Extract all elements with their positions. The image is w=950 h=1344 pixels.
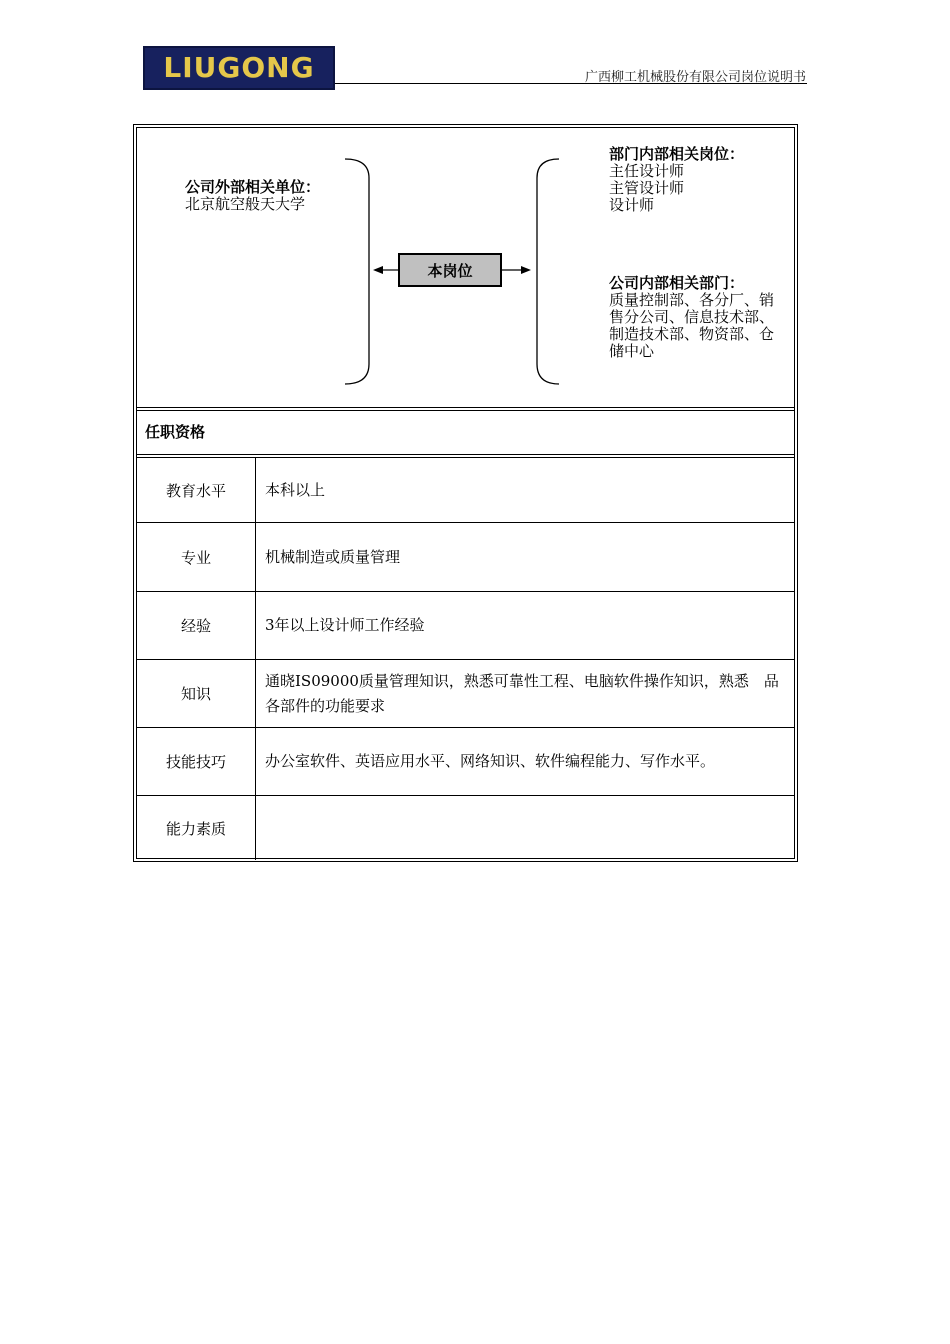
company-department-line: 售分公司、信息技术部、 (609, 308, 775, 326)
row-value: 本科以上 (265, 480, 326, 499)
qualifications-title: 任职资格 (145, 423, 206, 441)
external-units (185, 179, 320, 213)
external-unit-item: 北京航空般天大学 (185, 195, 306, 213)
row-label: 经验 (180, 617, 211, 635)
table-row (137, 728, 794, 795)
left-arrow-head (373, 266, 383, 274)
company-departments (609, 275, 785, 360)
company-department-line: 储中心 (609, 342, 655, 360)
table-inner-border (136, 127, 795, 859)
table-row (137, 458, 794, 522)
company-departments-label: 公司内部相关部门： (609, 274, 745, 292)
relationship-diagram (137, 128, 794, 407)
external-units-label: 公司外部相关单位： (185, 178, 321, 196)
this-post-label: 本岗位 (427, 261, 473, 280)
qualifications-divider (137, 454, 794, 455)
company-department-line: 质量控制部、各分厂、销 (609, 291, 775, 309)
row-label: 教育水平 (165, 481, 226, 500)
row-value: 机械制造或质量管理 (265, 547, 401, 566)
department-positions-label: 部门内部相关岗位： (609, 145, 745, 163)
department-position-item: 主管设计师 (609, 179, 685, 197)
this-post-box (398, 253, 502, 287)
left-brace (345, 159, 369, 384)
logo-plate (154, 53, 324, 83)
company-department-line: 制造技术部、物资部、仓 (609, 325, 775, 343)
row-label: 技能技巧 (165, 753, 226, 771)
section-divider (137, 407, 794, 408)
header-rule (335, 83, 807, 84)
logo-text: LIUGONG (163, 51, 315, 84)
section-divider-double (137, 410, 794, 411)
department-positions (609, 146, 744, 214)
row-label: 能力素质 (165, 819, 226, 838)
row-value: 通晓IS09000质量管理知识，熟悉可靠性工程、电脑软件操作知识，熟悉 品各部件的功能要求 (265, 671, 779, 715)
department-position-item: 设计师 (609, 196, 655, 214)
row-value: 办公室软件、英语应用水平、网络知识、软件编程能力、写作水平。 (265, 752, 716, 770)
row-label: 专业 (180, 548, 211, 567)
table-row (137, 592, 794, 659)
header-title: 广西柳工机械股份有限公司岗位说明书 (584, 70, 806, 85)
company-logo (143, 46, 335, 90)
table-row (137, 523, 794, 591)
row-value: 3年以上设计师工作经验 (265, 616, 425, 634)
right-arrow-head (521, 266, 531, 274)
department-position-item: 主任设计师 (609, 162, 685, 180)
table-row (137, 796, 794, 860)
job-description-table (133, 124, 798, 862)
row-value (265, 796, 786, 860)
table-row (137, 660, 794, 727)
row-label: 知识 (180, 685, 211, 703)
right-brace (537, 159, 559, 384)
